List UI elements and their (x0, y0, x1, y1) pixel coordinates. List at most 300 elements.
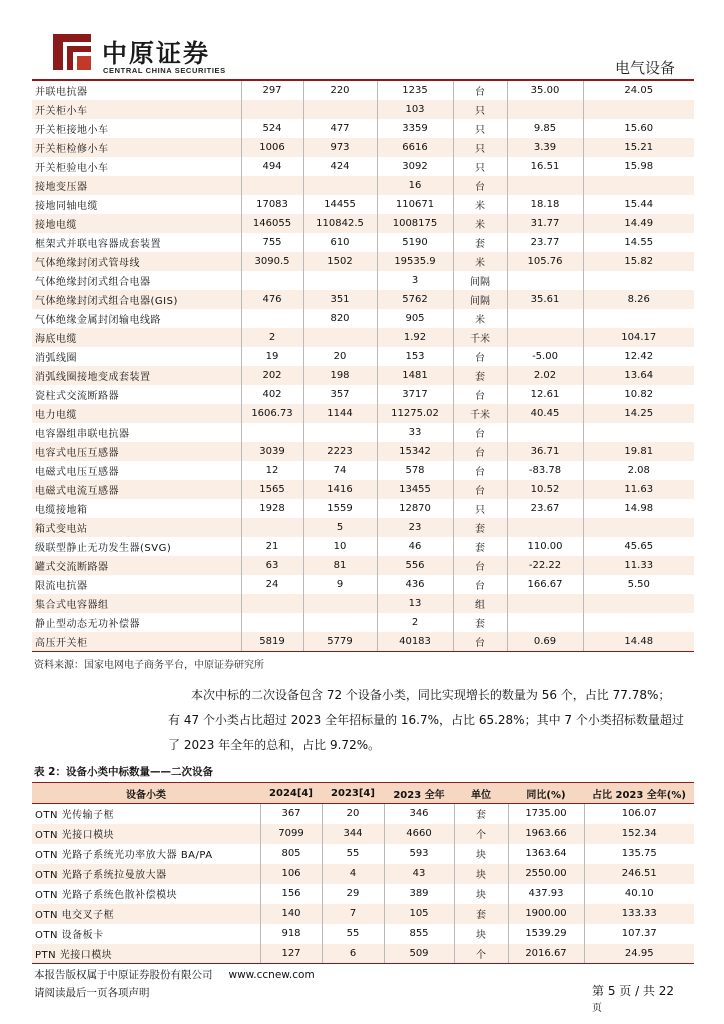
row-value-cell: 只 (453, 157, 507, 176)
row-value-cell: 103 (377, 100, 453, 119)
row-value-cell: 套 (453, 518, 507, 537)
page-number-tail: 页 (592, 1003, 602, 1014)
row-value-cell: 12870 (377, 499, 453, 518)
row-value-cell: 14.25 (583, 404, 694, 423)
row-value-cell (241, 309, 303, 328)
row-value-cell: 2.02 (507, 366, 583, 385)
row-value-cell: 494 (241, 157, 303, 176)
row-label-cell: 罐式交流断路器 (32, 556, 241, 575)
row-value-cell: 1963.66 (508, 824, 584, 844)
table-row (32, 309, 694, 328)
row-value-cell: 15.98 (624, 161, 654, 172)
row-value-cell: 5.50 (627, 579, 650, 590)
row-value-cell: 1363.64 (508, 844, 584, 864)
row-value-cell (241, 423, 303, 442)
paragraph-line: 有 47 个小类占比超过 2023 全年招标量的 16.7%，占比 65.28%；其中 7 个小类招标数量超过 (168, 713, 684, 727)
row-value-cell: 63 (241, 556, 303, 575)
row-value-cell: 9.85 (507, 119, 583, 138)
row-value-cell: 133.33 (584, 904, 694, 924)
row-value-cell: 14.98 (624, 503, 654, 514)
row-value-cell (303, 613, 377, 632)
row-value-cell (507, 100, 583, 119)
table-row (32, 233, 694, 252)
row-value-cell: 21 (241, 537, 303, 556)
row-label-cell: 开关柜接地小车 (32, 119, 241, 138)
row-value-cell: 只 (453, 138, 507, 157)
column-header: 2023[4] (322, 783, 384, 804)
row-value-cell (583, 100, 694, 119)
row-value-cell: -83.78 (507, 461, 583, 480)
row-value-cell: 40.45 (507, 404, 583, 423)
row-value-cell: 1006 (241, 138, 303, 157)
row-value-cell: 间隔 (453, 290, 507, 309)
row-value-cell: 19.81 (583, 442, 694, 461)
row-label-cell: OTN 光传输子框 (32, 804, 260, 824)
row-value-cell (303, 328, 377, 347)
website-link[interactable]: www.ccnew.com (228, 969, 315, 981)
table-row (32, 252, 694, 271)
row-value-cell: 台 (453, 81, 507, 100)
row-value-cell: 块 (454, 884, 508, 904)
company-logo-icon (49, 30, 95, 74)
row-value-cell (583, 613, 694, 632)
row-value-cell: 81 (303, 556, 377, 575)
row-value-cell: 16.51 (507, 157, 583, 176)
row-value-cell (583, 423, 694, 442)
row-value-cell: 23.67 (507, 499, 583, 518)
row-value-cell: 107.37 (621, 928, 657, 939)
row-value-cell: 12 (241, 461, 303, 480)
table-source-note: 资料来源：国家电网电子商务平台，中原证券研究所 (34, 660, 264, 671)
row-value-cell: 110842.5 (303, 214, 377, 233)
row-value-cell: 2550.00 (508, 864, 584, 884)
row-value-cell (303, 176, 377, 195)
row-value-cell: 13 (377, 594, 453, 613)
row-value-cell (507, 328, 583, 347)
row-value-cell: 7099 (260, 824, 322, 844)
row-value-cell: 15.82 (583, 252, 694, 271)
page-header (0, 0, 724, 80)
row-value-cell: 55 (322, 844, 384, 864)
row-value-cell: 104.17 (583, 328, 694, 347)
table-row (32, 824, 694, 844)
row-value-cell (583, 594, 694, 613)
row-value-cell: 152.34 (584, 824, 694, 844)
row-label-cell: 电容式电压互感器 (32, 442, 241, 461)
row-value-cell (507, 176, 583, 195)
row-value-cell: 台 (453, 385, 507, 404)
equipment-table-secondary (32, 782, 694, 964)
row-label-cell: 气体绝缘金属封闭输电线路 (32, 309, 241, 328)
table-row (32, 594, 694, 613)
row-label-cell: 消弧线圈 (32, 347, 241, 366)
row-value-cell: 6616 (377, 138, 453, 157)
row-value-cell: 106.07 (621, 808, 657, 820)
row-value-cell: 套 (453, 366, 507, 385)
row-value-cell: 9 (303, 575, 377, 594)
row-value-cell: 4660 (384, 824, 454, 844)
row-value-cell: 593 (384, 844, 454, 864)
row-value-cell: 437.93 (508, 884, 584, 904)
row-value-cell: 1565 (241, 480, 303, 499)
row-value-cell: 14.48 (583, 632, 694, 651)
table-row (32, 461, 694, 480)
row-value-cell: 块 (454, 844, 508, 864)
row-value-cell: 344 (322, 824, 384, 844)
row-label-cell: 静止型动态无功补偿器 (32, 613, 241, 632)
table-row (32, 385, 694, 404)
row-value-cell (241, 594, 303, 613)
row-label-cell: 集合式电容器组 (32, 594, 241, 613)
row-value-cell: 357 (303, 385, 377, 404)
row-value-cell: 16 (377, 176, 453, 195)
row-value-cell: 11.63 (583, 480, 694, 499)
row-label-cell: 级联型静止无功发生器(SVG) (32, 537, 241, 556)
row-label-cell: 开关柜验电小车 (32, 157, 241, 176)
table-row (32, 944, 694, 964)
row-value-cell: 米 (453, 195, 507, 214)
row-value-cell: 524 (241, 119, 303, 138)
row-value-cell: 3359 (377, 119, 453, 138)
row-value-cell (241, 518, 303, 537)
row-value-cell: 220 (303, 81, 377, 100)
row-value-cell: 110.00 (507, 537, 583, 556)
table-row (32, 632, 694, 651)
row-value-cell: 105 (384, 904, 454, 924)
row-value-cell: 千米 (453, 328, 507, 347)
row-value-cell (583, 309, 694, 328)
row-value-cell: 7 (322, 904, 384, 924)
row-value-cell (507, 518, 583, 537)
row-label-cell: OTN 光接口模块 (32, 824, 260, 844)
row-value-cell: 5762 (377, 290, 453, 309)
row-value-cell: 1900.00 (508, 904, 584, 924)
row-value-cell: 19535.9 (377, 252, 453, 271)
row-value-cell: 11275.02 (377, 404, 453, 423)
row-value-cell: 只 (453, 119, 507, 138)
row-value-cell (507, 271, 583, 290)
paragraph-line: 本次中标的二次设备包含 72 个设备小类，同比实现增长的数量为 56 个，占比 77.78%； (191, 688, 671, 702)
row-value-cell: 1928 (241, 499, 303, 518)
row-value-cell: 556 (377, 556, 453, 575)
row-value-cell: 3717 (377, 385, 453, 404)
row-value-cell: 74 (303, 461, 377, 480)
row-value-cell: 1559 (303, 499, 377, 518)
row-value-cell: 40.10 (624, 888, 654, 899)
row-value-cell: 24 (241, 575, 303, 594)
row-value-cell: 只 (453, 499, 507, 518)
row-label-cell: 接地变压器 (32, 176, 241, 195)
row-value-cell: 110671 (377, 195, 453, 214)
row-value-cell: 35.61 (507, 290, 583, 309)
row-value-cell: 20 (322, 804, 384, 824)
row-value-cell: 1539.29 (508, 924, 584, 944)
analysis-paragraph (32, 683, 694, 758)
table-row (32, 499, 694, 518)
row-label-cell: 气体绝缘封闭式组合电器 (32, 271, 241, 290)
row-label-cell: 电磁式电流互感器 (32, 480, 241, 499)
row-value-cell: 755 (241, 233, 303, 252)
row-label-cell: 箱式变电站 (32, 518, 241, 537)
row-value-cell: 14455 (303, 195, 377, 214)
row-value-cell: 台 (453, 442, 507, 461)
row-label-cell: PTN 光接口模块 (32, 944, 260, 964)
row-value-cell: 246.51 (584, 864, 694, 884)
row-value-cell: 153 (377, 347, 453, 366)
table-row (32, 81, 694, 100)
page-number (592, 982, 674, 1018)
row-value-cell: 367 (260, 804, 322, 824)
row-value-cell: 米 (453, 309, 507, 328)
row-label-cell: 电缆接地箱 (32, 499, 241, 518)
table-row (32, 138, 694, 157)
row-value-cell: 19 (241, 347, 303, 366)
row-value-cell: 436 (377, 575, 453, 594)
row-value-cell: 918 (260, 924, 322, 944)
row-value-cell: 10.82 (624, 389, 654, 400)
row-value-cell: 3090.5 (241, 252, 303, 271)
page-number-text: 第 5 页 / 共 22 (592, 984, 675, 998)
row-value-cell: 4 (322, 864, 384, 884)
row-label-cell: 电磁式电压互感器 (32, 461, 241, 480)
table-row (32, 195, 694, 214)
row-value-cell: 个 (454, 944, 508, 964)
row-value-cell: 间隔 (453, 271, 507, 290)
row-label-cell: 气体绝缘封闭式管母线 (32, 252, 241, 271)
row-value-cell: 105.76 (507, 252, 583, 271)
row-value-cell: 402 (241, 385, 303, 404)
row-value-cell: 台 (453, 347, 507, 366)
column-header: 同比(%) (508, 783, 584, 804)
row-value-cell: 13.64 (583, 366, 694, 385)
row-value-cell: 905 (377, 309, 453, 328)
row-value-cell: 855 (384, 924, 454, 944)
row-value-cell: 346 (384, 804, 454, 824)
row-value-cell: 156 (260, 884, 322, 904)
row-value-cell: 45.65 (624, 541, 654, 552)
row-value-cell: 973 (303, 138, 377, 157)
row-value-cell: 11.33 (583, 556, 694, 575)
row-value-cell: 2 (241, 328, 303, 347)
row-value-cell: -22.22 (507, 556, 583, 575)
row-value-cell: 台 (453, 575, 507, 594)
row-value-cell: 1606.73 (241, 404, 303, 423)
row-value-cell (303, 100, 377, 119)
table-row (32, 804, 694, 824)
row-value-cell (507, 309, 583, 328)
row-label-cell: 限流电抗器 (32, 575, 241, 594)
row-value-cell: 424 (303, 157, 377, 176)
row-value-cell: 127 (260, 944, 322, 964)
brand-english-name: CENTRAL CHINA SECURITIES (103, 66, 226, 75)
row-label-cell: 消弧线圈接地变成套装置 (32, 366, 241, 385)
table-row (32, 844, 694, 864)
row-value-cell: 1235 (377, 81, 453, 100)
row-value-cell: 14.55 (624, 237, 654, 248)
brand-name: 中原证券 (102, 39, 211, 68)
row-value-cell: 台 (453, 556, 507, 575)
row-value-cell: 166.67 (507, 575, 583, 594)
row-value-cell: 1502 (303, 252, 377, 271)
row-value-cell: 135.75 (621, 848, 657, 859)
table-row (32, 119, 694, 138)
row-value-cell (303, 271, 377, 290)
table-row (32, 290, 694, 309)
table-row (32, 480, 694, 499)
row-value-cell: 个 (454, 824, 508, 844)
row-value-cell (241, 613, 303, 632)
row-value-cell: 389 (384, 884, 454, 904)
table-row (32, 366, 694, 385)
row-value-cell: 1416 (303, 480, 377, 499)
row-value-cell (583, 271, 694, 290)
row-value-cell: 31.77 (507, 214, 583, 233)
row-value-cell: 15.60 (624, 123, 654, 134)
row-value-cell: 只 (453, 100, 507, 119)
table-row (32, 328, 694, 347)
row-value-cell: 2 (377, 613, 453, 632)
row-value-cell: 台 (453, 480, 507, 499)
row-value-cell: 24.95 (584, 944, 694, 964)
row-value-cell: 12.42 (624, 351, 654, 362)
row-value-cell: 套 (453, 537, 507, 556)
row-label-cell: 电容器组串联电抗器 (32, 423, 241, 442)
row-label-cell: OTN 光路子系统色散补偿模块 (32, 884, 260, 904)
row-value-cell: 5190 (377, 233, 453, 252)
row-value-cell: 3 (377, 271, 453, 290)
row-value-cell: 1481 (377, 366, 453, 385)
row-value-cell: 820 (303, 309, 377, 328)
row-value-cell: 18.18 (507, 195, 583, 214)
row-value-cell: 23 (377, 518, 453, 537)
row-value-cell: 千米 (453, 404, 507, 423)
row-value-cell: 297 (241, 81, 303, 100)
row-value-cell: 5 (303, 518, 377, 537)
table-row (32, 404, 694, 423)
table-row (32, 214, 694, 233)
row-label-cell: OTN 设备板卡 (32, 924, 260, 944)
row-label-cell: 接地电缆 (32, 214, 241, 233)
row-value-cell: 台 (453, 176, 507, 195)
row-value-cell (583, 518, 694, 537)
row-value-cell: 3.39 (507, 138, 583, 157)
row-value-cell (583, 176, 694, 195)
row-value-cell: 106 (260, 864, 322, 884)
row-value-cell: 台 (453, 423, 507, 442)
row-value-cell: 1144 (303, 404, 377, 423)
row-value-cell (241, 100, 303, 119)
table-row (32, 864, 694, 884)
row-value-cell: 3092 (377, 157, 453, 176)
column-header: 2023 全年 (384, 783, 454, 804)
row-value-cell (241, 271, 303, 290)
row-value-cell: 套 (453, 613, 507, 632)
row-value-cell: 块 (454, 924, 508, 944)
row-value-cell: 5779 (303, 632, 377, 651)
row-value-cell: 14.49 (583, 214, 694, 233)
table-row (32, 157, 694, 176)
row-value-cell: -5.00 (507, 347, 583, 366)
table-row (32, 575, 694, 594)
row-value-cell: 1735.00 (508, 804, 584, 824)
row-label-cell: 电力电缆 (32, 404, 241, 423)
table-row (32, 347, 694, 366)
table-row (32, 537, 694, 556)
row-value-cell: 1008175 (377, 214, 453, 233)
row-label-cell: 高压开关柜 (32, 632, 241, 651)
row-value-cell: 米 (453, 214, 507, 233)
row-label-cell: 并联电抗器 (32, 81, 241, 100)
row-value-cell (303, 594, 377, 613)
section-title: 电气设备 (614, 59, 675, 77)
row-value-cell: 8.26 (583, 290, 694, 309)
table-row (32, 423, 694, 442)
row-value-cell: 202 (241, 366, 303, 385)
table-row (32, 884, 694, 904)
row-value-cell: 23.77 (507, 233, 583, 252)
row-value-cell (507, 613, 583, 632)
column-header: 占比 2023 全年(%) (584, 783, 694, 804)
table-row (32, 924, 694, 944)
row-label-cell: OTN 光路子系统光功率放大器 BA/PA (32, 844, 260, 864)
row-value-cell: 477 (303, 119, 377, 138)
table-row (32, 176, 694, 195)
row-value-cell: 套 (453, 233, 507, 252)
row-value-cell: 146055 (241, 214, 303, 233)
column-header: 设备小类 (32, 783, 260, 804)
row-value-cell: 2.08 (627, 465, 650, 476)
row-value-cell: 组 (453, 594, 507, 613)
row-value-cell: 29 (322, 884, 384, 904)
row-value-cell: 15.21 (583, 138, 694, 157)
table-row (32, 904, 694, 924)
row-label-cell: OTN 光路子系统拉曼放大器 (32, 864, 260, 884)
row-value-cell: 43 (384, 864, 454, 884)
table-row (32, 271, 694, 290)
row-value-cell: 12.61 (507, 385, 583, 404)
paragraph-line: 了 2023 年全年的总和，占比 9.72%。 (168, 738, 381, 752)
row-value-cell: 24.05 (624, 85, 654, 96)
row-value-cell: 13455 (377, 480, 453, 499)
row-value-cell: 10 (303, 537, 377, 556)
equipment-table-primary (32, 81, 694, 652)
row-value-cell: 610 (303, 233, 377, 252)
row-value-cell: 15342 (377, 442, 453, 461)
row-value-cell: 55 (322, 924, 384, 944)
row-value-cell: 6 (322, 944, 384, 964)
table-row (32, 100, 694, 119)
row-value-cell: 0.69 (507, 632, 583, 651)
row-value-cell (241, 176, 303, 195)
row-value-cell (507, 594, 583, 613)
row-value-cell (303, 423, 377, 442)
column-header: 2024[4] (260, 783, 322, 804)
row-value-cell: 33 (377, 423, 453, 442)
row-value-cell: 198 (303, 366, 377, 385)
row-value-cell: 36.71 (507, 442, 583, 461)
row-value-cell: 805 (260, 844, 322, 864)
row-value-cell: 1.92 (377, 328, 453, 347)
row-label-cell: 海底电缆 (32, 328, 241, 347)
row-value-cell: 15.44 (624, 199, 654, 210)
table-row (32, 518, 694, 537)
row-value-cell: 米 (453, 252, 507, 271)
row-value-cell: 3039 (241, 442, 303, 461)
row-label-cell: 开关柜检修小车 (32, 138, 241, 157)
row-value-cell: 2223 (303, 442, 377, 461)
disclaimer-text: 请阅读最后一页各项声明 (34, 987, 150, 999)
row-value-cell: 5819 (241, 632, 303, 651)
